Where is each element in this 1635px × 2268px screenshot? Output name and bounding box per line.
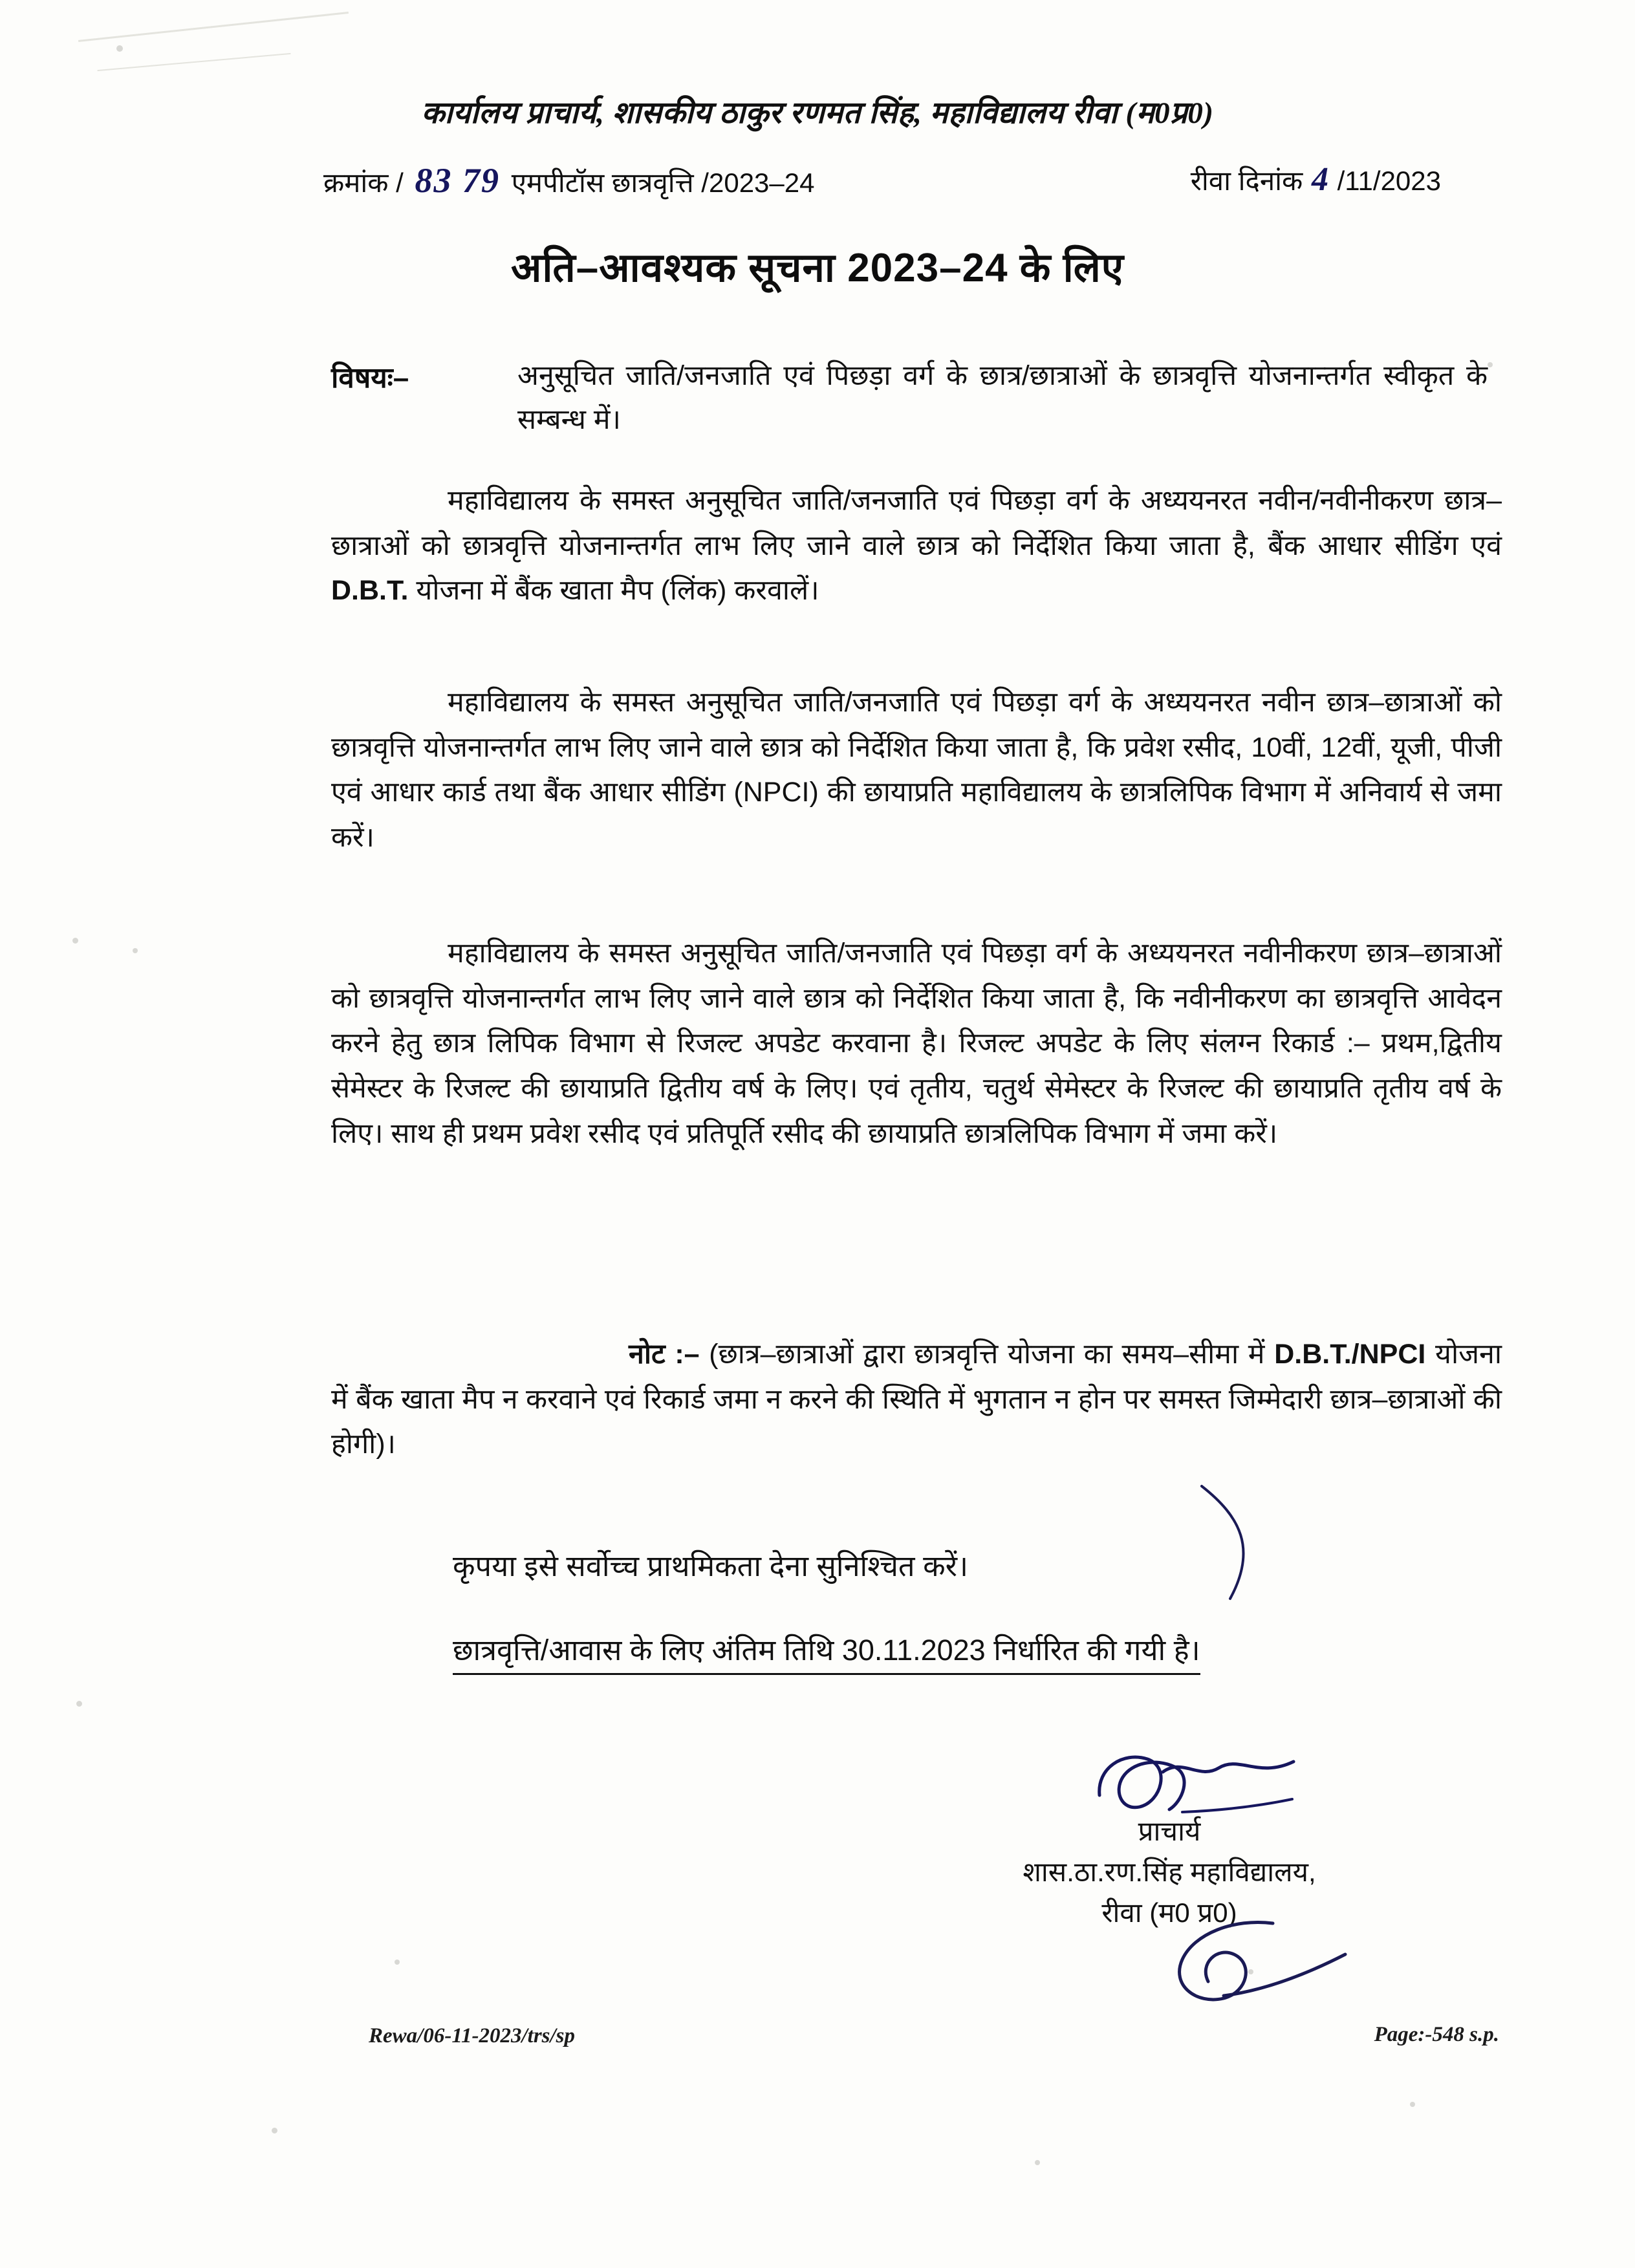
para3-text: महाविद्यालय के समस्त अनुसूचित जाति/जनजाति एवं पिछड़ा वर्ग के अध्ययनरत नवीनीकरण छात्र–छात्राओं को छात्रवृत्ति योजनान्तर्गत लाभ लिए जाने वाले छात्र को निर्देशित किया जाता है, कि नवीनीकरण का छात्रवृत्ति आवेदन करने हेतु छात्र लिपिक विभाग से रिजल्ट अपडेट करवाना है। रिजल्ट अपडेट के लिए संलग्न रिकार्ड :– प्रथम,द्वितीय सेमेस्टर के रिजल्ट की छायाप्रति द्वितीय वर्ष के लिए। एवं तृतीय, चतुर्थ सेमेस्टर के रिजल्ट की छायाप्रति तृतीय वर्ष के लिए। साथ ही प्रथम प्रवेश रसीद एवं प्रतिपूर्ति रसीद की छायाप्रति छात्रलिपिक विभाग में जमा करें। [331, 938, 1502, 1149]
reference-row [323, 160, 1441, 206]
footer-reference: Rewa/06-11-2023/trs/sp [369, 2024, 576, 2047]
subject-label: विषयः– [331, 362, 409, 394]
footer-page-number: Page:-548 s.p. [1374, 2023, 1499, 2046]
priority-request-line: कृपया इसे सर्वोच्च प्राथमिकता देना सुनिश्चित करें। [453, 1550, 969, 1582]
para1-bold-dbt: D.B.T. [331, 575, 409, 607]
note-block [331, 1332, 1502, 1467]
para-aadhaar-seeding [331, 479, 1502, 614]
office-heading: कार्यालय प्राचार्य, शासकीय ठाकुर रणमत सिंह, महाविद्यालय रीवा (म0प्र0) [421, 96, 1214, 130]
para1-text-a: महाविद्यालय के समस्त अनुसूचित जाति/जनजाति एवं पिछड़ा वर्ग के अध्ययनरत नवीन/नवीनीकरण छात्र–छात्राओं को छात्रवृत्ति योजनान्तर्गत लाभ लिए जाने वाले छात्र को निर्देशित किया जाता है, बैंक आधार सीडिंग एवं [331, 485, 1502, 561]
signature-place: रीवा (म0 प्र0) [1101, 1897, 1237, 1928]
date-label: रीवा दिनांक [1190, 166, 1303, 196]
kramank-label: क्रमांक / [323, 167, 404, 198]
para-renewal-result [331, 931, 1502, 1156]
secondary-signature-icon [1156, 1914, 1350, 2024]
page-title: अति–आवश्यक सूचना 2023–24 के लिए [510, 246, 1125, 290]
para2-text: महाविद्यालय के समस्त अनुसूचित जाति/जनजाति एवं पिछड़ा वर्ग के अध्ययनरत नवीन छात्र–छात्राओं को छात्रवृत्ति योजनान्तर्गत लाभ लिए जाने वाले छात्र को निर्देशित किया जाता है, कि प्रवेश रसीद, 10वीं, 12वीं, यूजी, पीजी एवं आधार कार्ड तथा बैंक आधार सीडिंग (NPCI) की छायाप्रति महाविद्यालय के छात्रलिपिक विभाग में अनिवार्य से जमा करें। [331, 687, 1502, 853]
note-label: नोट :– [629, 1339, 700, 1370]
para-documents [331, 680, 1502, 861]
date-rest: /11/2023 [1337, 166, 1441, 196]
signature-institution: शास.ठा.रण.सिंह महाविद्यालय, [1023, 1857, 1316, 1887]
date-handwritten-value: 4 [1311, 161, 1328, 198]
subject-text: अनुसूचित जाति/जनजाति एवं पिछड़ा वर्ग के छात्र/छात्राओं के छात्रवृत्ति योजनान्तर्गत स्वीकृत के सम्बन्ध में। [517, 360, 1488, 435]
note-bold-dbt-npci: D.B.T./NPCI [1274, 1339, 1426, 1370]
deadline-line: छात्रवृत्ति/आवास के लिए अंतिम तिथि 30.11.2023 निर्धारित की गयी है। [453, 1630, 1200, 1675]
note-text-b: योजना में बैंक खाता मैप न करवाने एवं रिकार्ड जमा न करने की स्थिति में भुगतान न होन पर समस्त जिम्मेदारी छात्र–छात्राओं की होगी)। [331, 1339, 1502, 1460]
para1-text-b: योजना में बैंक खाता मैप (लिंक) करवालें। [408, 575, 819, 607]
reference-number [323, 160, 815, 200]
note-text-a: (छात्र–छात्राओं द्वारा छात्रवृत्ति योजना का समय–सीमा में [709, 1339, 1275, 1370]
kramank-handwritten-value: 83 79 [415, 161, 501, 200]
signature-designation: प्राचार्य [1138, 1816, 1201, 1846]
kramank-scheme-text: एमपीटॉस छात्रवृत्ति /2023–24 [511, 167, 815, 198]
pen-stray-mark [1195, 1481, 1273, 1604]
date-field [1191, 160, 1441, 199]
